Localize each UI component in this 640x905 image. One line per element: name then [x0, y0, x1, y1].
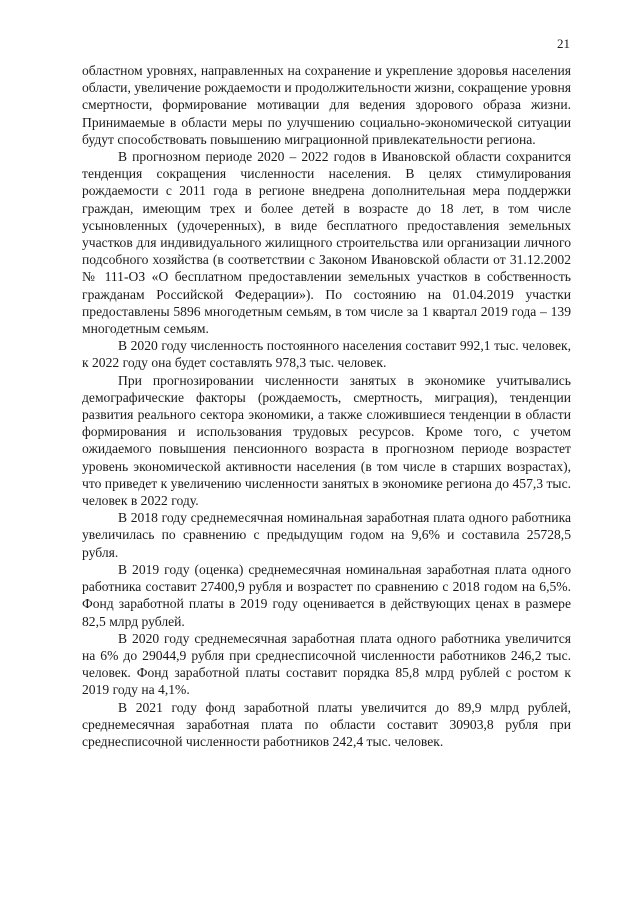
paragraph-wages-2018: В 2018 году среднемесячная номинальная заработная плата одного работника увеличилась по сравнению с предыдущим годом на 9,6% и составила 25728,5 рубля.	[82, 510, 571, 560]
paragraph-population-2020: В 2020 году численность постоянного населения составит 992,1 тыс. человек, к 2022 году она будет составлять 978,3 тыс. человек.	[82, 338, 571, 371]
paragraph-population-forecast: В прогнозном периоде 2020 – 2022 годов в Ивановской области сохранится тенденция сокращения численности населения. В целях стимулирования рождаемости с 2011 года в регионе внедрена дополнительная мера поддержки граждан, имеющим трех и более детей в возрасте до 18 лет, в том числе усыновленных (удочеренных), в виде бесплатного предоставления земельных участков для индивидуального жилищного строительства или организации личного подсобного хозяйства (в соответствии с Законом Ивановской области от 31.12.2002 № 111-ОЗ «О бесплатном предоставлении земельных участков в собственность гражданам Российской Федерации»). По состоянию на 01.04.2019 участки предоставлены 5896 многодетным семьям, в том числе за 1 квартал 2019 года – 139 многодетным семьям.	[82, 149, 571, 337]
page-number: 21	[557, 36, 570, 51]
paragraph-wages-2019: В 2019 году (оценка) среднемесячная номинальная заработная плата одного работника составит 27400,9 рубля и возрастет по сравнению с 2018 годом на 6,5%. Фонд заработной платы в 2019 году оценивается в действующих ценах в размере 82,5 млрд рублей.	[82, 561, 571, 629]
paragraph-wages-2021: В 2021 году фонд заработной платы увеличится до 89,9 млрд рублей, среднемесячная заработная плата по области составит 30903,8 рубля при среднесписочной численности работников 242,4 тыс. человек.	[82, 699, 571, 749]
paragraph-wages-2020: В 2020 году среднемесячная заработная плата одного работника увеличится на 6% до 29044,9 рубля при среднесписочной численности работников 246,2 тыс. человек. Фонд заработной платы составит порядка 85,8 млрд рублей с ростом к 2019 году на 4,1%.	[82, 630, 571, 698]
document-body	[82, 62, 571, 750]
paragraph-continuation: областном уровнях, направленных на сохранение и укрепление здоровья населения области, увеличение рождаемости и продолжительности жизни, сокращение уровня смертности, формирование мотивации для ведения здорового образа жизни. Принимаемые в области меры по улучшению социально-экономической ситуации будут способствовать повышению миграционной привлекательности региона.	[82, 63, 571, 147]
paragraph-employment-forecast: При прогнозировании численности занятых в экономике учитывались демографические факторы (рождаемость, смертность, миграция), тенденции развития реального сектора экономики, а также сложившиеся тенденции в области формирования и использования трудовых ресурсов. Кроме того, с учетом ожидаемого повышения пенсионного возраста в прогнозном периоде возрастет уровень экономической активности населения (в том числе в старших возрастах), что приведет к увеличению численности занятых в экономике региона до 457,3 тыс. человек в 2022 году.	[82, 372, 571, 509]
